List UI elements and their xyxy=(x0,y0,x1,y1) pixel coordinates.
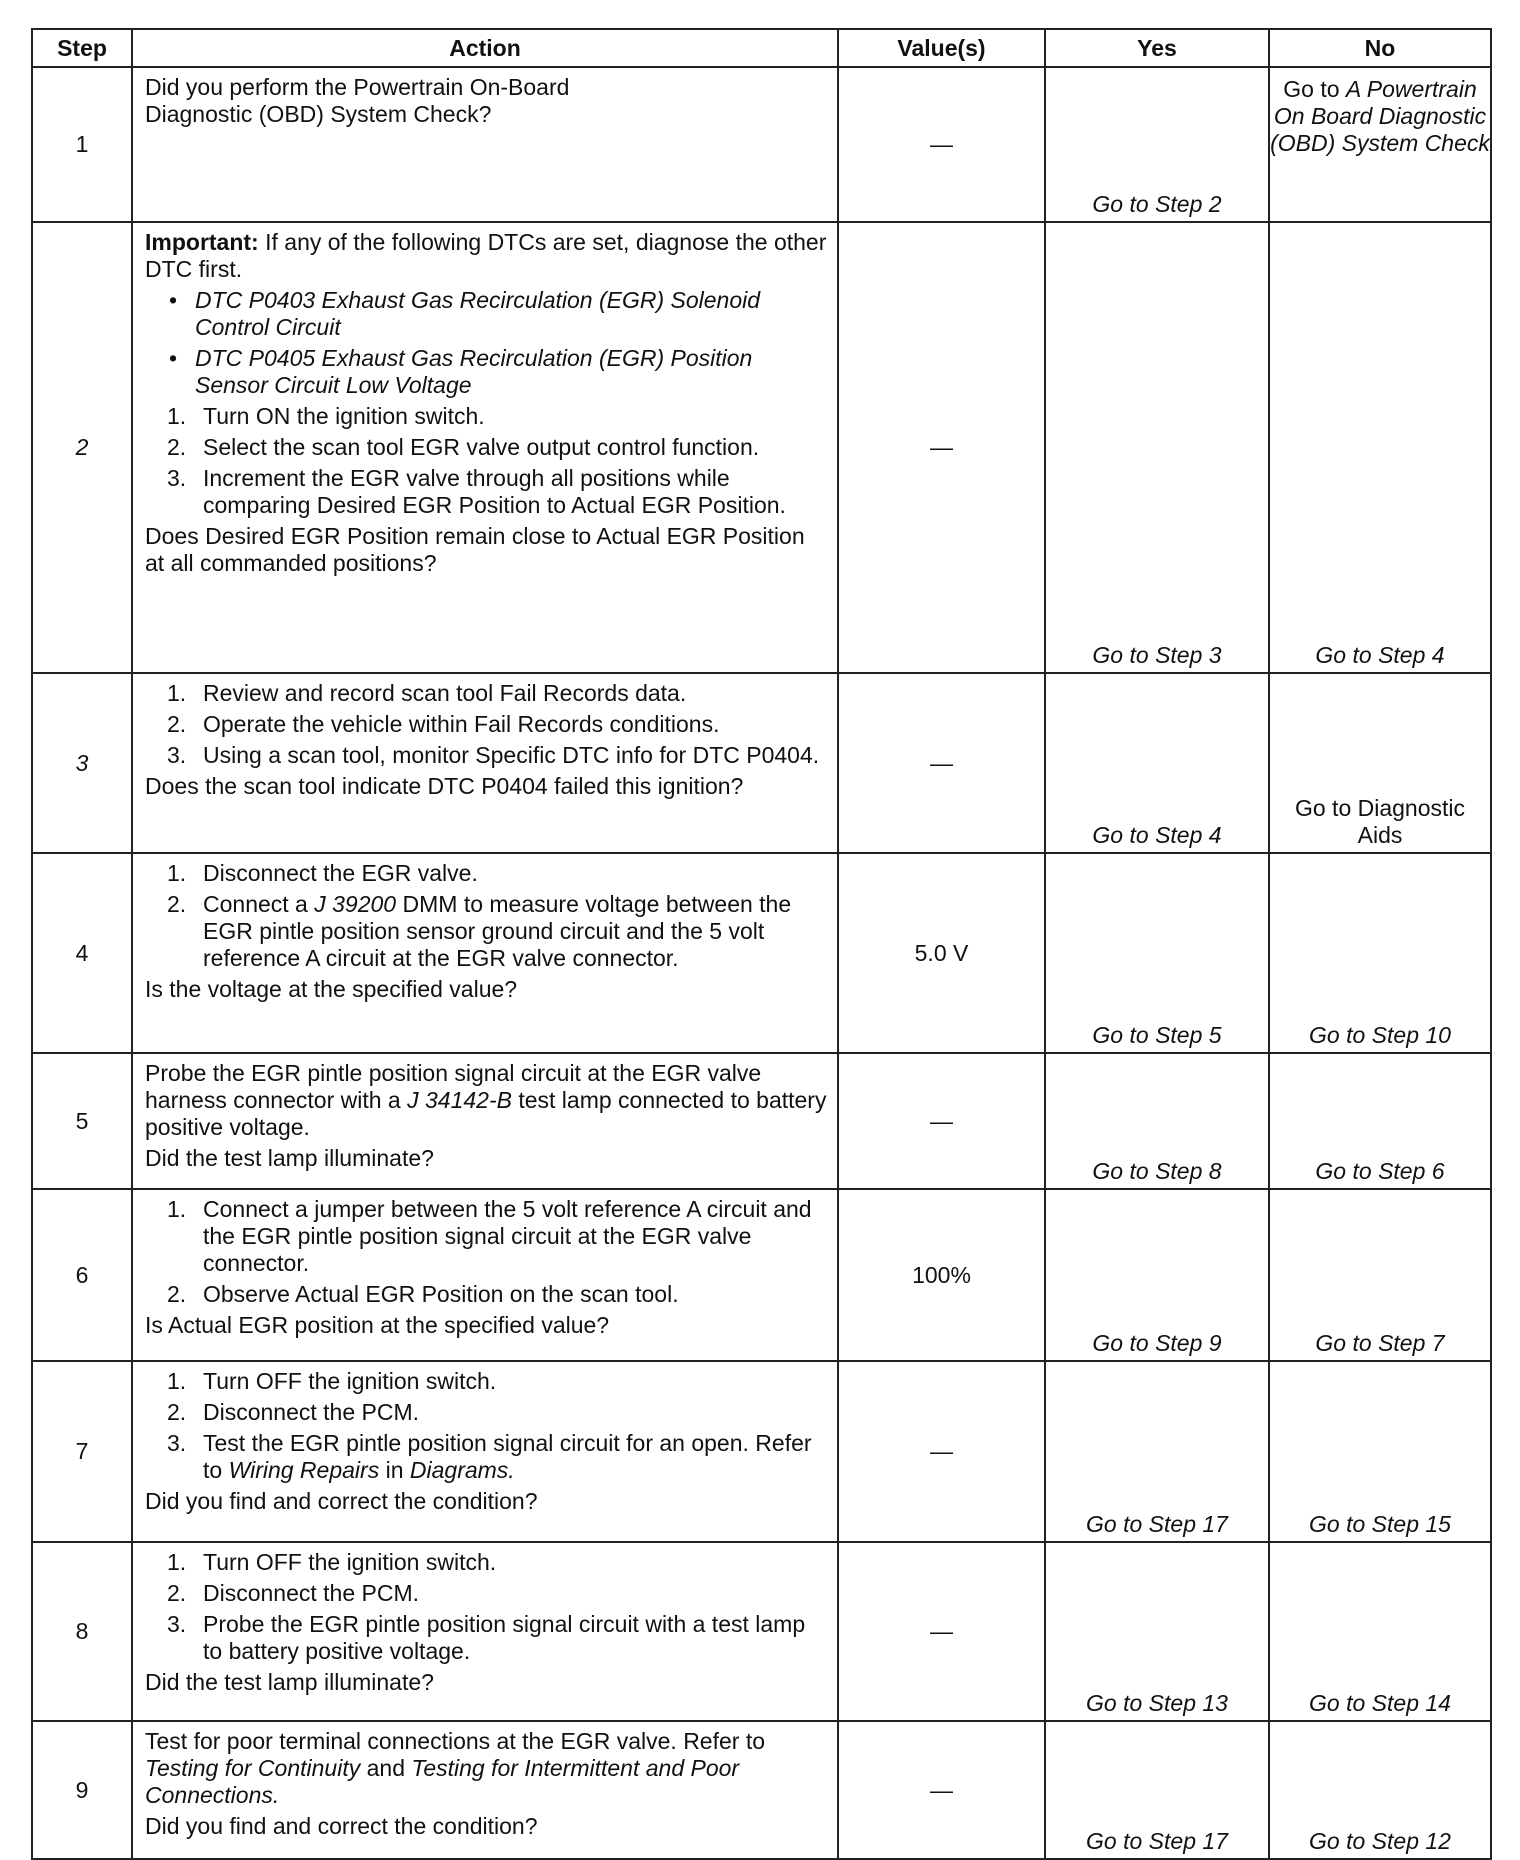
doc-reference: Testing for Intermittent and Poor Connections. xyxy=(145,1755,740,1808)
value-cell: — xyxy=(838,673,1045,853)
no-cell: Go to Step 10 xyxy=(1269,853,1491,1053)
table-row xyxy=(32,853,1491,1053)
step-number: 1 xyxy=(32,67,132,222)
action-cell xyxy=(132,1542,838,1721)
table-row xyxy=(32,673,1491,853)
list-item: 1. Connect a jumper between the 5 volt reference A circuit and the EGR pintle position signal circuit at the EGR valve connector. xyxy=(167,1196,812,1276)
header-step: Step xyxy=(32,29,132,67)
action-cell xyxy=(132,1361,838,1542)
yes-cell: Go to Step 8 xyxy=(1045,1053,1269,1189)
list-item: 1. Turn ON the ignition switch. xyxy=(167,403,485,429)
table-row xyxy=(32,1189,1491,1361)
value-cell: — xyxy=(838,67,1045,222)
step-number: 7 xyxy=(32,1361,132,1542)
table-row xyxy=(32,1542,1491,1721)
value-cell: 100% xyxy=(838,1189,1045,1361)
no-cell: Go to Step 7 xyxy=(1269,1189,1491,1361)
no-cell xyxy=(1269,67,1491,222)
list-item: 2. Select the scan tool EGR valve output control function. xyxy=(167,434,760,460)
action-cell xyxy=(132,1189,838,1361)
action-text: Probe the EGR pintle position signal circuit at the EGR valve harness connector with a J 34142-B test lamp connected to battery positive voltage. xyxy=(145,1060,827,1140)
action-question: Is the voltage at the specified value? xyxy=(145,976,518,1002)
header-yes: Yes xyxy=(1045,29,1269,67)
list-item: 2. Observe Actual EGR Position on the scan tool. xyxy=(167,1281,679,1307)
list-item: 2. Disconnect the PCM. xyxy=(167,1580,420,1606)
table-row xyxy=(32,222,1491,673)
action-question: Did you find and correct the condition? xyxy=(145,1813,538,1839)
value-cell: — xyxy=(838,1721,1045,1859)
list-item: 2. Connect a J 39200 DMM to measure voltage between the EGR pintle position sensor ground circuit and the 5 volt reference A circuit at the EGR valve connector. xyxy=(167,891,792,971)
yes-cell: Go to Step 5 xyxy=(1045,853,1269,1053)
bullet-text: DTC P0405 Exhaust Gas Recirculation (EGR) Position Sensor Circuit Low Voltage xyxy=(195,345,753,398)
value-cell: — xyxy=(838,1361,1045,1542)
yes-cell: Go to Step 13 xyxy=(1045,1542,1269,1721)
value-cell: 5.0 V xyxy=(838,853,1045,1053)
yes-cell: Go to Step 2 xyxy=(1045,67,1269,222)
important-text: If any of the following DTCs are set, diagnose the other DTC first. xyxy=(145,229,827,282)
list-item: 2. Operate the vehicle within Fail Records conditions. xyxy=(167,711,720,737)
no-cell: Go to Step 15 xyxy=(1269,1361,1491,1542)
no-prefix: Go to xyxy=(1283,76,1346,102)
header-values: Value(s) xyxy=(838,29,1045,67)
doc-reference: Diagrams. xyxy=(409,1457,515,1483)
yes-cell: Go to Step 17 xyxy=(1045,1361,1269,1542)
action-question: Did the test lamp illuminate? xyxy=(145,1669,434,1695)
list-item: 3. Probe the EGR pintle position signal circuit with a test lamp to battery positive voltage. xyxy=(167,1611,806,1664)
action-question: Did the test lamp illuminate? xyxy=(145,1145,434,1171)
action-question: Does Desired EGR Position remain close to Actual EGR Position at all commanded positions? xyxy=(145,523,805,576)
yes-cell: Go to Step 3 xyxy=(1045,222,1269,673)
no-cell: Go to Step 6 xyxy=(1269,1053,1491,1189)
yes-cell: Go to Step 4 xyxy=(1045,673,1269,853)
doc-reference: Testing for Continuity xyxy=(145,1755,361,1781)
value-cell: — xyxy=(838,1542,1045,1721)
step-number: 2 xyxy=(32,222,132,673)
no-cell: Go to Step 12 xyxy=(1269,1721,1491,1859)
step-number: 6 xyxy=(32,1189,132,1361)
list-item: 1. Turn OFF the ignition switch. xyxy=(167,1549,497,1575)
step-number: 5 xyxy=(32,1053,132,1189)
table-row xyxy=(32,1053,1491,1189)
value-cell: — xyxy=(838,1053,1045,1189)
list-item: 3. Test the EGR pintle position signal circuit for an open. Refer to Wiring Repairs in Diagrams. xyxy=(167,1430,812,1483)
action-question: Is Actual EGR position at the specified value? xyxy=(145,1312,610,1338)
action-cell xyxy=(132,67,838,222)
action-question: Did you find and correct the condition? xyxy=(145,1488,538,1514)
action-text: Test for poor terminal connections at the EGR valve. Refer to Testing for Continuity and Testing for Intermittent and Poor Connections. xyxy=(145,1728,766,1808)
doc-reference: Wiring Repairs xyxy=(228,1457,380,1483)
yes-cell: Go to Step 17 xyxy=(1045,1721,1269,1859)
important-note xyxy=(145,229,827,283)
table-header-row xyxy=(32,29,1491,67)
step-number: 3 xyxy=(32,673,132,853)
list-item: 3. Increment the EGR valve through all positions while comparing Desired EGR Position to Actual EGR Position. xyxy=(167,465,786,518)
list-item: 2. Disconnect the PCM. xyxy=(167,1399,420,1425)
list-item: 1. Disconnect the EGR valve. xyxy=(167,860,478,886)
table-row xyxy=(32,1721,1491,1859)
action-question: Does the scan tool indicate DTC P0404 failed this ignition? xyxy=(145,773,744,799)
diagnostic-table xyxy=(31,28,1492,1860)
no-cell: Go to Diagnostic Aids xyxy=(1269,673,1491,853)
no-cell: Go to Step 4 xyxy=(1269,222,1491,673)
bullet-text: DTC P0403 Exhaust Gas Recirculation (EGR) Solenoid Control Circuit xyxy=(195,287,761,340)
bullet-item: • DTC P0403 Exhaust Gas Recirculation (EGR) Solenoid Control Circuit xyxy=(169,287,761,340)
step-number: 8 xyxy=(32,1542,132,1721)
value-cell: — xyxy=(838,222,1045,673)
list-item: 1. Review and record scan tool Fail Records data. xyxy=(167,680,687,706)
action-cell xyxy=(132,1721,838,1859)
action-cell xyxy=(132,853,838,1053)
action-text: Did you perform the Powertrain On-Board Diagnostic (OBD) System Check? xyxy=(145,74,570,127)
yes-cell: Go to Step 9 xyxy=(1045,1189,1269,1361)
step-number: 4 xyxy=(32,853,132,1053)
no-cell: Go to Step 14 xyxy=(1269,1542,1491,1721)
tool-reference: J 34142-B xyxy=(407,1087,512,1113)
list-item: 3. Using a scan tool, monitor Specific DTC info for DTC P0404. xyxy=(167,742,820,768)
step-number: 9 xyxy=(32,1721,132,1859)
action-cell xyxy=(132,673,838,853)
table-row xyxy=(32,1361,1491,1542)
list-item: 1. Turn OFF the ignition switch. xyxy=(167,1368,497,1394)
action-cell xyxy=(132,222,838,673)
no-reference: A Powertrain On Board Diagnostic (OBD) System Check xyxy=(1270,76,1490,156)
header-action: Action xyxy=(132,29,838,67)
table-row xyxy=(32,67,1491,222)
header-no: No xyxy=(1269,29,1491,67)
bullet-item: • DTC P0405 Exhaust Gas Recirculation (EGR) Position Sensor Circuit Low Voltage xyxy=(169,345,753,398)
important-label: Important: xyxy=(145,229,259,255)
tool-reference: J 39200 xyxy=(314,891,397,917)
action-cell xyxy=(132,1053,838,1189)
